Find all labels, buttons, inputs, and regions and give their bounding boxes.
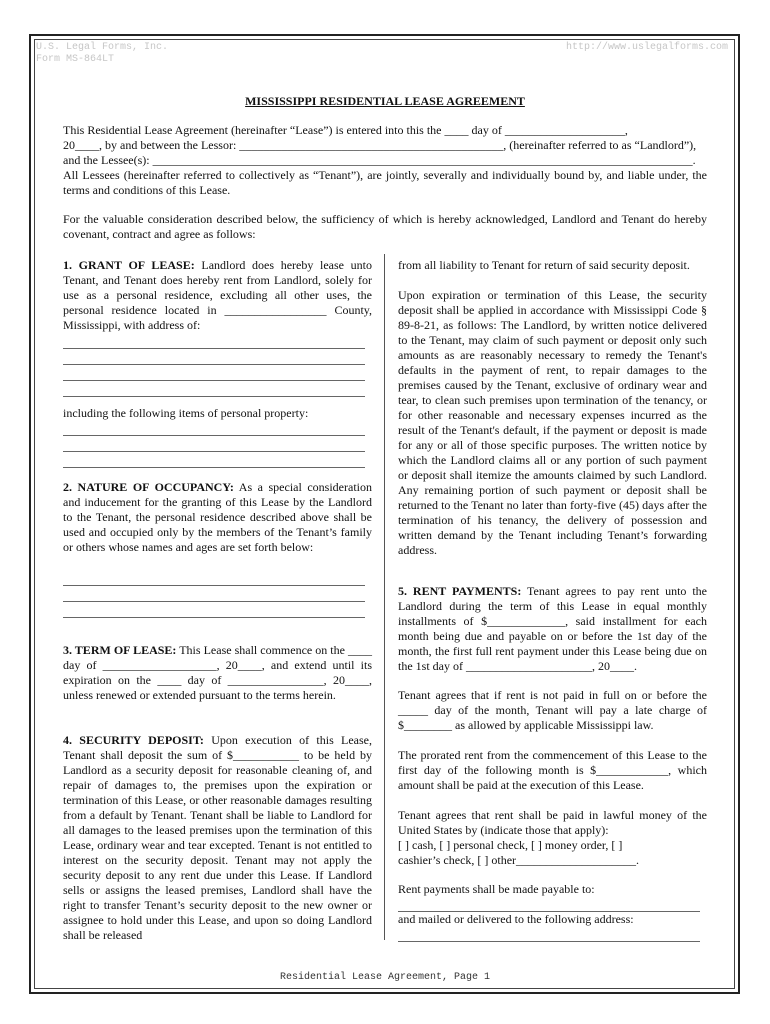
intro-line-4: All Lessees (hereinafter referred to collectively as “Tenant”), are jointly, severally and individually bound by, and liable under, the terms and conditions of this Lease. (63, 168, 707, 197)
payee-line[interactable] (398, 897, 700, 912)
section-security (63, 733, 372, 943)
column-divider (384, 254, 385, 940)
section-rent-heading: 5. RENT PAYMENTS: (398, 584, 522, 598)
occupant-lines (63, 571, 365, 618)
section-occupancy-text: As a special consideration and inducement for the granting of this Lease by the Landlord to the Tenant, the personal residence described above shall be used and occupied only by the members of the Tenant’s family or others whose names and ages are set forth below: (63, 480, 372, 554)
section-security-cont: from all liability to Tenant for return of said security deposit. (398, 258, 690, 272)
header-left (36, 42, 168, 66)
property-lines (63, 421, 365, 468)
page-footer: Residential Lease Agreement, Page 1 (279, 972, 491, 983)
address-line[interactable] (63, 350, 365, 365)
property-line[interactable] (63, 421, 365, 436)
occupant-line[interactable] (63, 603, 365, 618)
section-security-text: Upon execution of this Lease, Tenant shall deposit the sum of $___________ to be held by Landlord as a security deposit for reasonable cleaning of, and repair of damages to, the premises upon the expiration or termination of this Lease, or other reasonable damages resulting from a default by Tenant. Tenant shall be liable to Landlord for all damages to the leased premises upon the termination of this Lease, ordinary wear and tear excepted. Tenant is not entitled to interest on the security deposit. Tenant may not apply the security deposit to any rent due under this Lease. If Landlord sells or assigns the leased premises, Landlord shall have the right to transfer Tenant’s security deposit to the new owner or assignee to hold under this Lease, and upon so doing Landlord shall be released (63, 733, 373, 942)
section-occupancy-heading: 2. NATURE OF OCCUPANCY: (63, 480, 234, 494)
section-term-text: This Lease shall commence on the ____ day of ___________________, 20____, and extend until its expiration on the ____ day of ________________, 20____, unless renewed or extended pursuant to the terms herein. (63, 643, 372, 702)
section-rent-money-2: [ ] cash, [ ] personal check, [ ] money order, [ ] (398, 838, 623, 852)
header-url: http://www.uslegalforms.com (565, 42, 728, 53)
header-form-id: Form MS-864LT (36, 54, 115, 65)
section-rent-late: Tenant agrees that if rent is not paid in full on or before the _____ day of the month, Tenant will pay a late charge of $________ as allowed by applicable Mississippi law. (398, 688, 707, 732)
section-grant-heading: 1. GRANT OF LEASE: (63, 258, 195, 272)
section-term (63, 643, 372, 703)
address-line[interactable] (63, 334, 365, 349)
address-lines (63, 334, 365, 397)
section-rent-mailed: and mailed or delivered to the following address: (398, 912, 634, 926)
document-title: MISSISSIPPI RESIDENTIAL LEASE AGREEMENT (245, 94, 525, 108)
section-rent-prorated: The prorated rent from the commencement of this Lease to the first day of the following month is $____________, which amount shall be paid at the execution of this Lease. (398, 748, 707, 792)
section-rent-money-1: Tenant agrees that rent shall be paid in lawful money of the United States by (indicate those that apply): (398, 808, 707, 837)
section-grant (63, 258, 372, 333)
section-security-expiration: Upon expiration or termination of this Lease, the security deposit shall be applied in accordance with Mississippi Code § 89-8-21, as follows: The Landlord, by written notice delivered to the Tenant, may claim of such payment or deposit only such amounts as are reasonably necessary to remedy the Tenant's defaults in the payment of rent, to repair damages to the premises caused by the Tenant, exclusive of ordinary wear and tear, to clean such premises upon termination of the tenancy, or for other reasonable and necessary expenses incurred as the result of the Tenant's default, if the payment or deposit is made for any or all of those specific purposes. The written notice by which the Landlord claims all or any portion of such payment or deposit shall itemize the amounts claimed by such Landlord. Any remaining portion of such payment or deposit shall be returned to the Tenant no later than forty-five (45) days after the termination of his tenancy, the delivery of possession and written demand by the Tenant including Tenant’s forwarding address. (398, 288, 707, 557)
address-line-payment[interactable] (398, 927, 700, 942)
header-company: U.S. Legal Forms, Inc. (36, 42, 169, 53)
section-occupancy (63, 480, 372, 555)
property-line[interactable] (63, 453, 365, 468)
section-grant-property: including the following items of personal property: (63, 406, 309, 420)
intro-line-3: and the Lessee(s): __________________________________________________________________________________________. (63, 153, 696, 167)
occupant-line[interactable] (63, 571, 365, 586)
section-grant-text: Landlord does hereby lease unto Tenant, and Tenant does hereby rent from Landlord, solely for use as a personal residence, excluding all other uses, the personal residence located in _________________ County, Mississippi, with address of: (63, 258, 372, 332)
address-line[interactable] (63, 366, 365, 381)
section-rent-payable: Rent payments shall be made payable to: (398, 882, 595, 896)
property-line[interactable] (63, 437, 365, 452)
occupant-line[interactable] (63, 587, 365, 602)
section-rent (398, 584, 707, 674)
section-rent-money-3: cashier’s check, [ ] other____________________. (398, 853, 640, 867)
address-line[interactable] (63, 382, 365, 397)
intro-line-2: 20____, by and between the Lessor: ____________________________________________, (hereinafter referred to as “Landlord”), (63, 138, 697, 152)
intro-line-1: This Residential Lease Agreement (hereinafter “Lease”) is entered into this the ____ day of ____________________, (63, 123, 628, 137)
intro-paragraph-2: For the valuable consideration described below, the sufficiency of which is hereby acknowledged, Landlord and Tenant do hereby covenant, contract and agree as follows: (63, 212, 707, 241)
section-rent-text: Tenant agrees to pay rent unto the Landlord during the term of this Lease in equal monthly installments of $_____________, said installment for each month being due and payable on or before the 1st day of the month, the first full rent payment under this Lease being due on the 1st day of _____________________, 20____. (398, 584, 707, 673)
section-security-heading: 4. SECURITY DEPOSIT: (63, 733, 204, 747)
section-term-heading: 3. TERM OF LEASE: (63, 643, 177, 657)
